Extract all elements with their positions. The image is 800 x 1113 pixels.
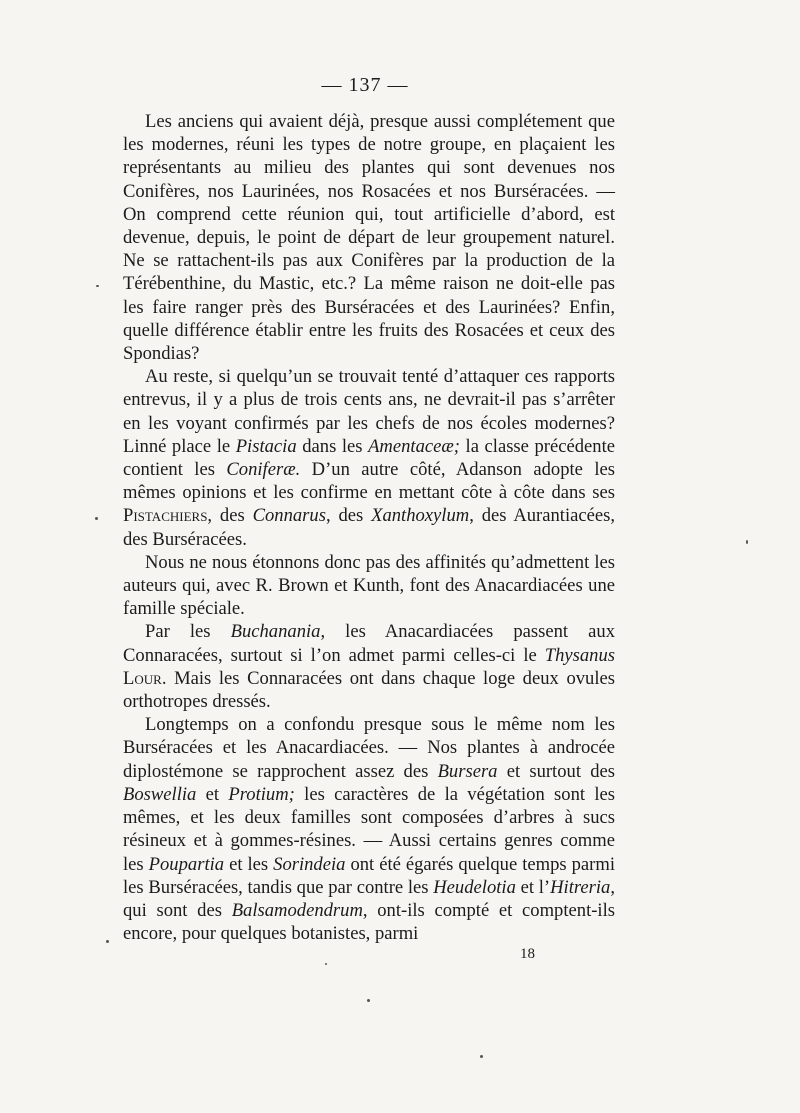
italic-term: Poupartia [148,853,225,875]
text-run: la classe précédente contient les [123,435,615,481]
paper-speck [106,940,109,943]
text-run: Les anciens qui avaient déjà, presque aussi complétement que les modernes, réuni les types de notre groupe, en plaçaient les représentants au milieu des plantes qui sont devenues nos Conifères, nos Laurinées, nos Rosacées et nos Burséracées. — On comprend cette réunion qui, tout artificielle d’abord, est devenue, depuis, le point de départ de leur groupement naturel. Ne se rattachent-ils pas aux Conifères par la production de la Térébenthine, du Mastic, etc.? La même raison ne doit-elle pas les faire ranger près des Burséracées et des Laurinées? Enfin, quelle différence établir entre les fruits des Rosacées et ceux des Spondias? [123,111,615,365]
body-text [123,110,615,945]
paragraph-3 [123,551,615,621]
text-run: les caractères de la végétation sont les mêmes, et les deux familles sont composées d’arbres à sucs résineux et à gommes-résines. — Aussi certains genres comme les [123,783,616,875]
paper-speck [367,999,370,1002]
text-run: Au reste, si quelqu’un se trouvait tenté d’attaquer ces rapports entrevus, il y a plus de trois cents ans, ne devrait-il pas s’arrêter en les voyant confirmés par les chefs de nos écoles modernes? Linné place le [123,366,615,457]
small-caps-term: Lour [123,667,162,689]
text-run: D’un autre côté, Adanson adopte les mêmes opinions et les confirme en mettant côte à côte dans ses [123,459,615,504]
text-run: , les Anacardiacées passent aux Connaracées, surtout si l’on admet parmi celles-ci le [123,621,615,666]
small-caps-term: Pistachiers [123,505,208,527]
italic-term: Heudelotia [433,876,516,898]
italic-term: Bursera [437,760,498,782]
text-run: et surtout des [497,760,615,782]
page-number: — 137 — [321,74,409,96]
text-run: , qui sont des [123,876,616,921]
italic-term: Thysanus [544,644,615,666]
paragraph-4 [123,620,615,713]
text-run: Par les [145,621,231,643]
text-run: , des [325,505,372,527]
italic-term: Hitreria [550,876,611,898]
text-run: et les [224,853,274,875]
italic-term: Connarus [252,505,326,527]
text-run: dans les [296,435,369,457]
paper-speck [480,1055,483,1058]
text-run: . Mais les Connaracées ont dans chaque loge deux ovules orthotropes dressés. [123,667,615,713]
italic-term: Balsamodendrum [231,899,363,921]
italic-term: Amentaceæ; [368,435,460,457]
paragraph-5 [123,713,615,945]
paper-speck [325,963,327,965]
italic-term: Boswellia [123,783,197,805]
text-run: Nous ne nous étonnons donc pas des affinités qu’admettent les auteurs qui, avec R. Brown et Kunth, font des Anacardiacées une famille spéciale. [123,551,615,620]
italic-term: Sorindeia [273,853,346,875]
text-run: et l’ [515,876,551,898]
text-run: ont été égarés quelque temps parmi les Burséracées, tandis que par contre les [123,853,615,898]
text-run: et [196,783,229,805]
paragraph-1 [123,110,615,365]
italic-term: Buchanania [230,621,321,643]
italic-term: Pistacia [235,435,297,457]
text-run: , ont-ils compté et comptent-ils encore, pour quelques botanistes, parmi [123,899,615,945]
italic-term: Protium; [228,783,295,805]
text-run: , des [207,505,253,527]
italic-term: Coniferæ. [226,459,301,481]
text-run: , des Aurantiacées, des Burséracées. [123,505,616,550]
paragraph-2 [123,365,615,551]
paper-speck [96,285,99,287]
text-run: Longtemps on a confondu presque sous le même nom les Burséracées et les Anacardiacées. — Nos plantes à androcée diplostémone se rapprochent assez des [123,714,615,782]
signature-mark: 18 [520,946,535,962]
paper-speck [95,517,98,520]
italic-term: Xanthoxylum [371,505,470,527]
paper-speck [746,540,748,544]
